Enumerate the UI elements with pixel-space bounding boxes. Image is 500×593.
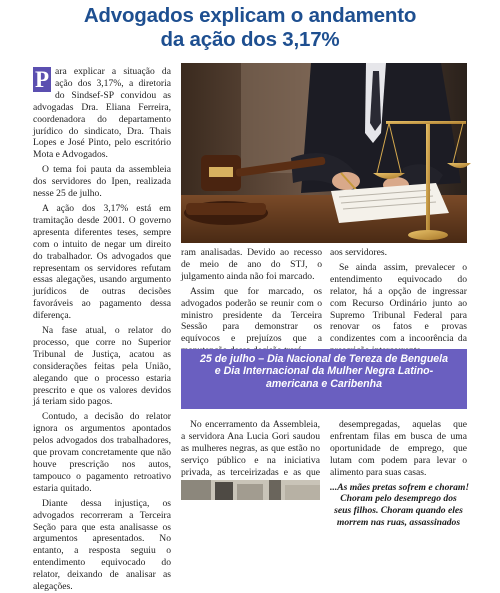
article-column-3 — [330, 247, 467, 347]
article-column-1 — [33, 66, 171, 593]
article-paragraph: Contudo, a decisão do relator ignora os argumentos apontados pelos advogados dos trabalhadores, que provam concretamente que não houve prescrição nos autos, tampouco o pagamento retroativo estaria quitado. — [33, 411, 171, 494]
article-paragraph: ram analisadas. Devido ao recesso de meio de ano do STJ, o julgamento ainda não foi marcado. — [181, 247, 322, 282]
article-column-2 — [181, 247, 322, 347]
article-paragraph: No encerramento da Assembleia, a servidora Ana Lucia Gori saudou as mulheres negras, as que estão no serviço público e na iniciativa privada, as terceirizadas e as que — [181, 419, 320, 478]
article-paragraph: Assim que for marcado, os advogados poderão se reunir com o ministro presidente da Terceira Sessão para demonstrar os equívocos e prejuízos que a — [181, 285, 322, 345]
article-column-5 — [330, 419, 470, 529]
article-paragraph: P ara explicar a situação da ação dos 3,17%, a diretoria do Sindsef-SP convidou as advogadas Dra. Eliana Ferreira, coordenadora do departamento jurídico do sindicato, Dra. Thais Lopes e José Pinto, pelo escritório Mota e Advogados. — [33, 66, 171, 161]
poem-quote: ...As mães pretas sofrem e choram! Choram pelo desemprego dos seus filhos. Choram quando eles morrem nas ruas, assassinados — [330, 481, 470, 529]
headline-line-2: da ação dos 3,17% — [160, 28, 340, 51]
article-column-4 — [181, 419, 320, 479]
headline — [0, 4, 500, 52]
article-paragraph: Se ainda assim, prevalecer o entendimento equivocado do relator, há a opção de ingressar com Recurso Ordinário junto ao Supremo Tribunal Federal para renovar os fatos e provas condizentes com a incoorência da — [330, 261, 467, 345]
drop-cap: P — [34, 67, 50, 92]
assembly-photo — [181, 480, 320, 500]
banner-title: 25 de julho – Dia Nacional de Tereza de Benguela e Dia Internacional da Mulher Negra Latino- americana e Caribenha — [199, 353, 449, 390]
headline-line-1: Advogados explicam o andamento — [83, 4, 417, 27]
article-paragraph: aos servidores. — [330, 247, 388, 258]
article-paragraph: O tema foi pauta da assembleia dos servidores do Ipen, realizada nesse 25 de julho. — [33, 164, 171, 200]
article-paragraph: desempregadas, aquelas que enfrentam filas em busca de uma oportunidade de emprego, que lutam com podem para levar o alimento para suas casas. — [330, 419, 467, 478]
article-paragraph: Diante dessa injustiça, os advogados recorreram a Terceira Seção para que esta analisasse os argumentos apresentados. No entanto, a resposta seguiu o entendimento equivocado do relator, deixando de analisar as alegações. — [33, 497, 171, 593]
section-banner — [181, 349, 467, 409]
judge-gavel-scales-photo — [181, 63, 467, 243]
article-paragraph: A ação dos 3,17% está em tramitação desde 2001. O governo apresenta diferentes teses, sempre com o intuito de negar um direito do trabalhador. Os advogados que representam os servidores refutam essas alegações, usando argumento jurídicos de outras decisões favoráveis ao pagamento dessa diferença. — [33, 202, 171, 322]
article-paragraph: Na fase atual, o relator do processo, que corre no Superior Tribunal de Justiça, acatou as considerações feitas pela União, alegando que o processo estaria prescrito e que os valores devidos já teriam sido pagos. — [33, 325, 171, 408]
